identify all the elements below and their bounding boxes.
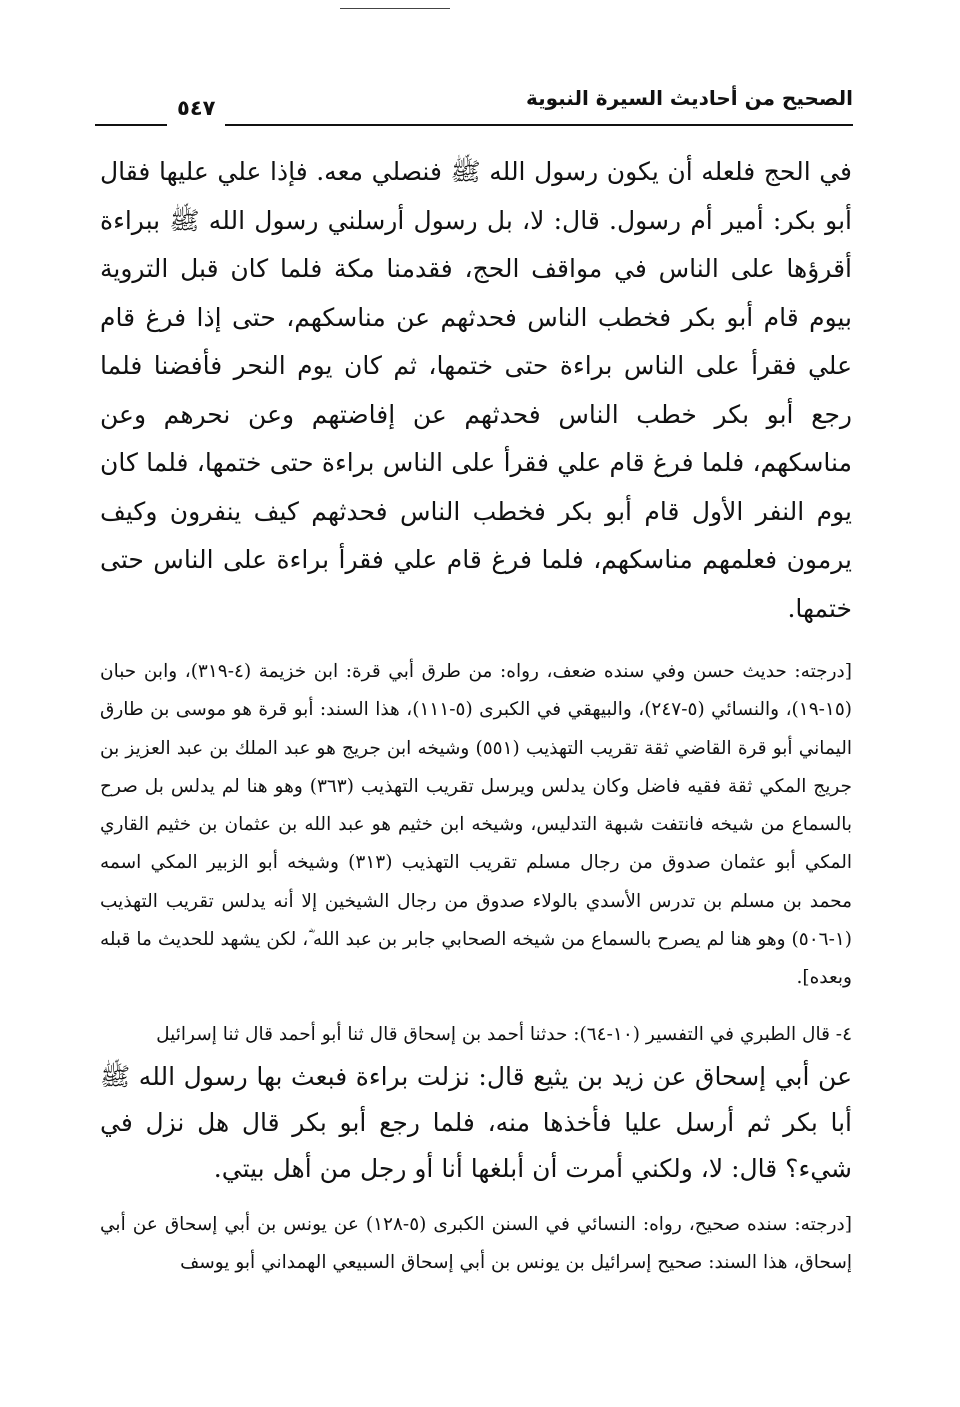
header-rule-long (225, 124, 853, 126)
book-title: الصحيح من أحاديث السيرة النبوية (525, 86, 853, 110)
page-number: ٥٤٧ (177, 96, 216, 120)
hadith-4-chain: ٤- قال الطبري في التفسير (١٠-٦٤): حدثنا أحمد بن إسحاق قال ثنا أبو أحمد قال ثنا إسرائيل (156, 1023, 852, 1045)
hadith-4 (100, 1016, 852, 1192)
running-header (95, 82, 853, 126)
grade-note-1: [درجته: حديث حسن وفي سنده ضعف، رواه: من طرق أبي قرة: ابن خزيمة (٤-٣١٩)، وابن حبان (١٥-١٩)، والنسائي (٥-٢٤٧)، والبيهقي في الكبرى (٥-١١١)، هذا السند: أبو قرة هو موسى بن طارق اليماني أبو قرة القاضي ثقة تقريب التهذيب (٥٥١) وشيخه ابن جريج هو عبد الملك بن عبد العزيز بن جريج المكي ثقة فقيه فاضل وكان يدلس ويرسل تقريب التهذيب (٣٦٣) وهو هنا لم يدلس بل صرح بالسماع من شيخه فانتفت شبهة التدليس، وشيخه ابن خثيم هو عبد الله بن عثمان بن خثيم القاري المكي أبو عثمان صدوق من رجال مسلم تقريب التهذيب (٣١٣) وشيخه أبو الزبير المكي اسمه محمد بن مسلم بن تدرس الأسدي بالولاء صدوق من رجال الشيخين إلا أنه يدلس تقريب التهذيب (١-٥٠٦) وهو هنا لم يصرح بالسماع من شيخه الصحابي جابر بن عبد الله ؓ، لكن يشهد للحديث ما قبله وبعده]. (100, 661, 852, 989)
header-rule-short (95, 124, 167, 126)
grade-note-2: [درجته: سنده صحيح، رواه: النسائي في السنن الكبرى (٥-١٢٨) عن يونس بن أبي إسحاق عن أبي إسحاق، هذا السند: صحيح إسرائيل بن يونس بن أبي إسحاق السبيعي الهمداني أبو يوسف (100, 1213, 852, 1273)
page-body (100, 148, 852, 1282)
hadith-4-text: عن أبي إسحاق عن زيد بن يثيع قال: نزلت براءة فبعث بها رسول الله ﷺ أبا بكر ثم أرسل عليا فأخذها منه، فلما رجع أبو بكر قال هل نزل في شيء؟ قال: لا، ولكني أمرت أن أبلغها أنا أو رجل من أهل بيتي. (100, 1061, 852, 1183)
main-paragraph: في الحج فلعله أن يكون رسول الله ﷺ فنصلي معه. فإذا علي عليها فقال أبو بكر: أمير أم رسول. قال: لا، بل رسول أرسلني رسول الله ﷺ ببراءة أقرؤها على الناس في مواقف الحج، فقدمنا مكة فلما كان قبل التروية بيوم قام أبو بكر فخطب الناس فحدثهم عن مناسكهم، حتى إذا فرغ قام علي فقرأ على الناس براءة حتى ختمها، ثم كان يوم النحر فأفضنا فلما رجع أبو بكر خطب الناس فحدثهم عن إفاضتهم وعن نحرهم وعن مناسكهم، فلما فرغ قام علي فقرأ على الناس براءة حتى ختمها، فلما كان يوم النفر الأول قام أبو بكر فخطب الناس فحدثهم كيف ينفرون وكيف يرمون فعلمهم مناسكهم، فلما فرغ قام علي فقرأ براءة على الناس حتى ختمها. (100, 157, 852, 623)
top-edge-rule (340, 8, 450, 9)
